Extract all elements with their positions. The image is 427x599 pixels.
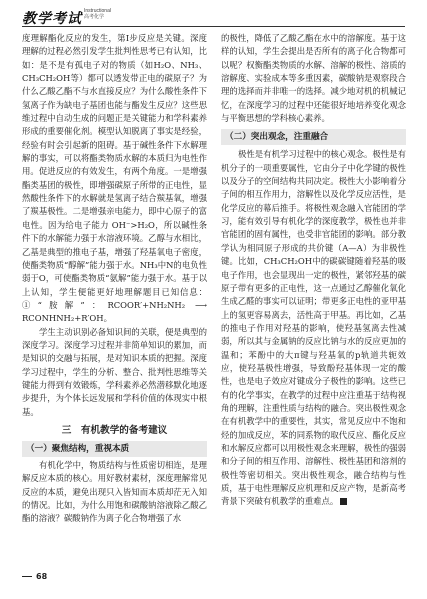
end-mark-icon: ■ — [340, 498, 347, 505]
sub-heading: （一）聚焦结构，重视本质 — [22, 441, 207, 457]
journal-subtitle-cn: 高考化学 — [84, 14, 105, 20]
footer-rule — [22, 576, 32, 577]
journal-title: 教学考试 — [22, 11, 82, 27]
paragraph-text: 极性是有机学习过程中的核心观念。极性是有机分子的一项重要属性，它由分子中化学键的极性以及分子的空间结构共同决定。极性大小影响着分子间的相互作用力，溶解性以及化学反应活性，是化学反应的幕后推手。将极性观念融入官能团的学习，能有效引导有机化学的深度教学，极性也并非官能团的固有属性，也受非官能团的影响。部分教学认为相同原子形成的共价键（A—A）为非极性键。比如，CH₃CH₂OH中的碳碳键随着羟基的吸电子作用，也会显现出一定的极性，紧邻羟基的碳原子带有更多的正电性，这一点通过乙醇催化氧化生成乙醛的事实可以证明；带更多正电性的亚甲基上的氢更容易离去，活性高于甲基。再比如，乙基的推电子作用对羟基的影响，使羟基氢离去性减弱，所以其与金属钠的反应比钠与水的反应更加的温和；苯酚中的大π键与羟基氧的p轨道共轭效应，使羟基极性增强，导致酚羟基体现一定的酸性，也是电子效应对键成分子极性的影响。这些已有的化学事实，在教学的过程中应注重基于结构视角的理解，注重性质与结构的融合。突出极性观念在有机教学中的重要性，其实，常见反应中不饱和烃的加成反应，苯的同系物的取代反应、酯化反应和水解反应都可以用极性观念来理解，极性的强弱和分子间的相互作用、溶解性、极性基团和溶剂的极性等密切相关。突出极性观念，融合结构与性质，基于电性理解反应机理和反应产物，是新高考背景下突破有机教学的重难点。 — [221, 149, 406, 507]
section-heading: 三 有机教学的备考建议 — [61, 424, 168, 436]
left-column — [22, 32, 207, 526]
paragraph: 学生主动识别必备知识间的关联，便是典型的深度学习。深度学习过程并非简单知识的累加，而是知识的交融与拓展，是对知识本质的把握。深度学习过程中，学生的分析、整合、批判性思维等关键能力得到有效锻炼，学科素养必然潜移默化地逐步提升，为个体长远发展和学科价值的体现实中根基。 — [22, 326, 207, 417]
sub-heading: （二）突出观念，注重融合 — [221, 129, 406, 145]
paragraph — [221, 148, 406, 508]
paragraph: 的极性，降低了乙酸乙酯在水中的溶解度。基于这样的认知，学生会提出是否所有的离子化合物都可以呢？权衡酯类物质的水解、溶解的极性、溶质的溶解度、实验成本等多重因素，碳酸钠是观察段合理的选择而并非唯一的选择。减少地对机的机械记忆，在深度学习的过程中还能很好地培养变化观念与平衡思想的学科核心素养。 — [221, 33, 406, 124]
journal-subtitle — [84, 8, 111, 20]
page-number: 68 — [36, 572, 48, 581]
page-footer — [22, 572, 47, 581]
paragraph: 有机化学中，物质结构与性质密切相连，是理解反应本质的核心。用好教材素材，深度理解常见反应的本质，避免出现只入皆知而本质却茫无入知的情况。比如，为什么用饱和碳酸钠溶液除乙酸乙酯的溶液？碳酸钠作为离子化合物增强了水 — [22, 459, 207, 524]
journal-subtitle-en: Instructional — [84, 8, 111, 14]
header-rule — [22, 26, 405, 27]
right-column — [221, 32, 406, 509]
paragraph: 度理解酯化反应的发生，第Ⅰ步反应是关键。深度理解的过程必然引发学生批判性思考已有认知，比如：是不是有孤电子对的物质（如H₂O、NH₃、CH₃CH₂OH等）都可以透发带正电的碳原子？为什么乙酸乙酯不与水直接反应？为什么酸性条件下氢离子作为缺电子基团也能与酯发生反应？这些思维过程中自动生成的问题正是关键能力和学科素养形成的重要催化剂。模型认知脱离了事实是经验，经验有时会引起新的阻碍。基于碱性条件下水解理解的事实，可以将酯类物质水解的本质归为电性作用。促进反应的有效发生，有两个角度。一是增强酯类基团的极性，即增强碳原子所带的正电性，显然酸性条件下的水解就是氢离子结合羰基氧，增强了羰基极性。二是增强亲电能力，即中心原子的富电性。因为给电子能力 OH⁻>H₂O，所以碱性条件下的水解能力强于水溶液环境。乙醇与水相比，乙基是典型的推电子基，增强了羟基氧电子密度，使酯类物质“醇解”能力强于水。NH₃中N的电负性弱于O，可使酯类物质“氨解”能力强于水。基于以上认知，学生便能更好地理解题目已知信息：①“胺解”：RCOOR′+NH₂NH₂ ⟶ RCONHNH₂+R′OH。 — [22, 33, 207, 324]
